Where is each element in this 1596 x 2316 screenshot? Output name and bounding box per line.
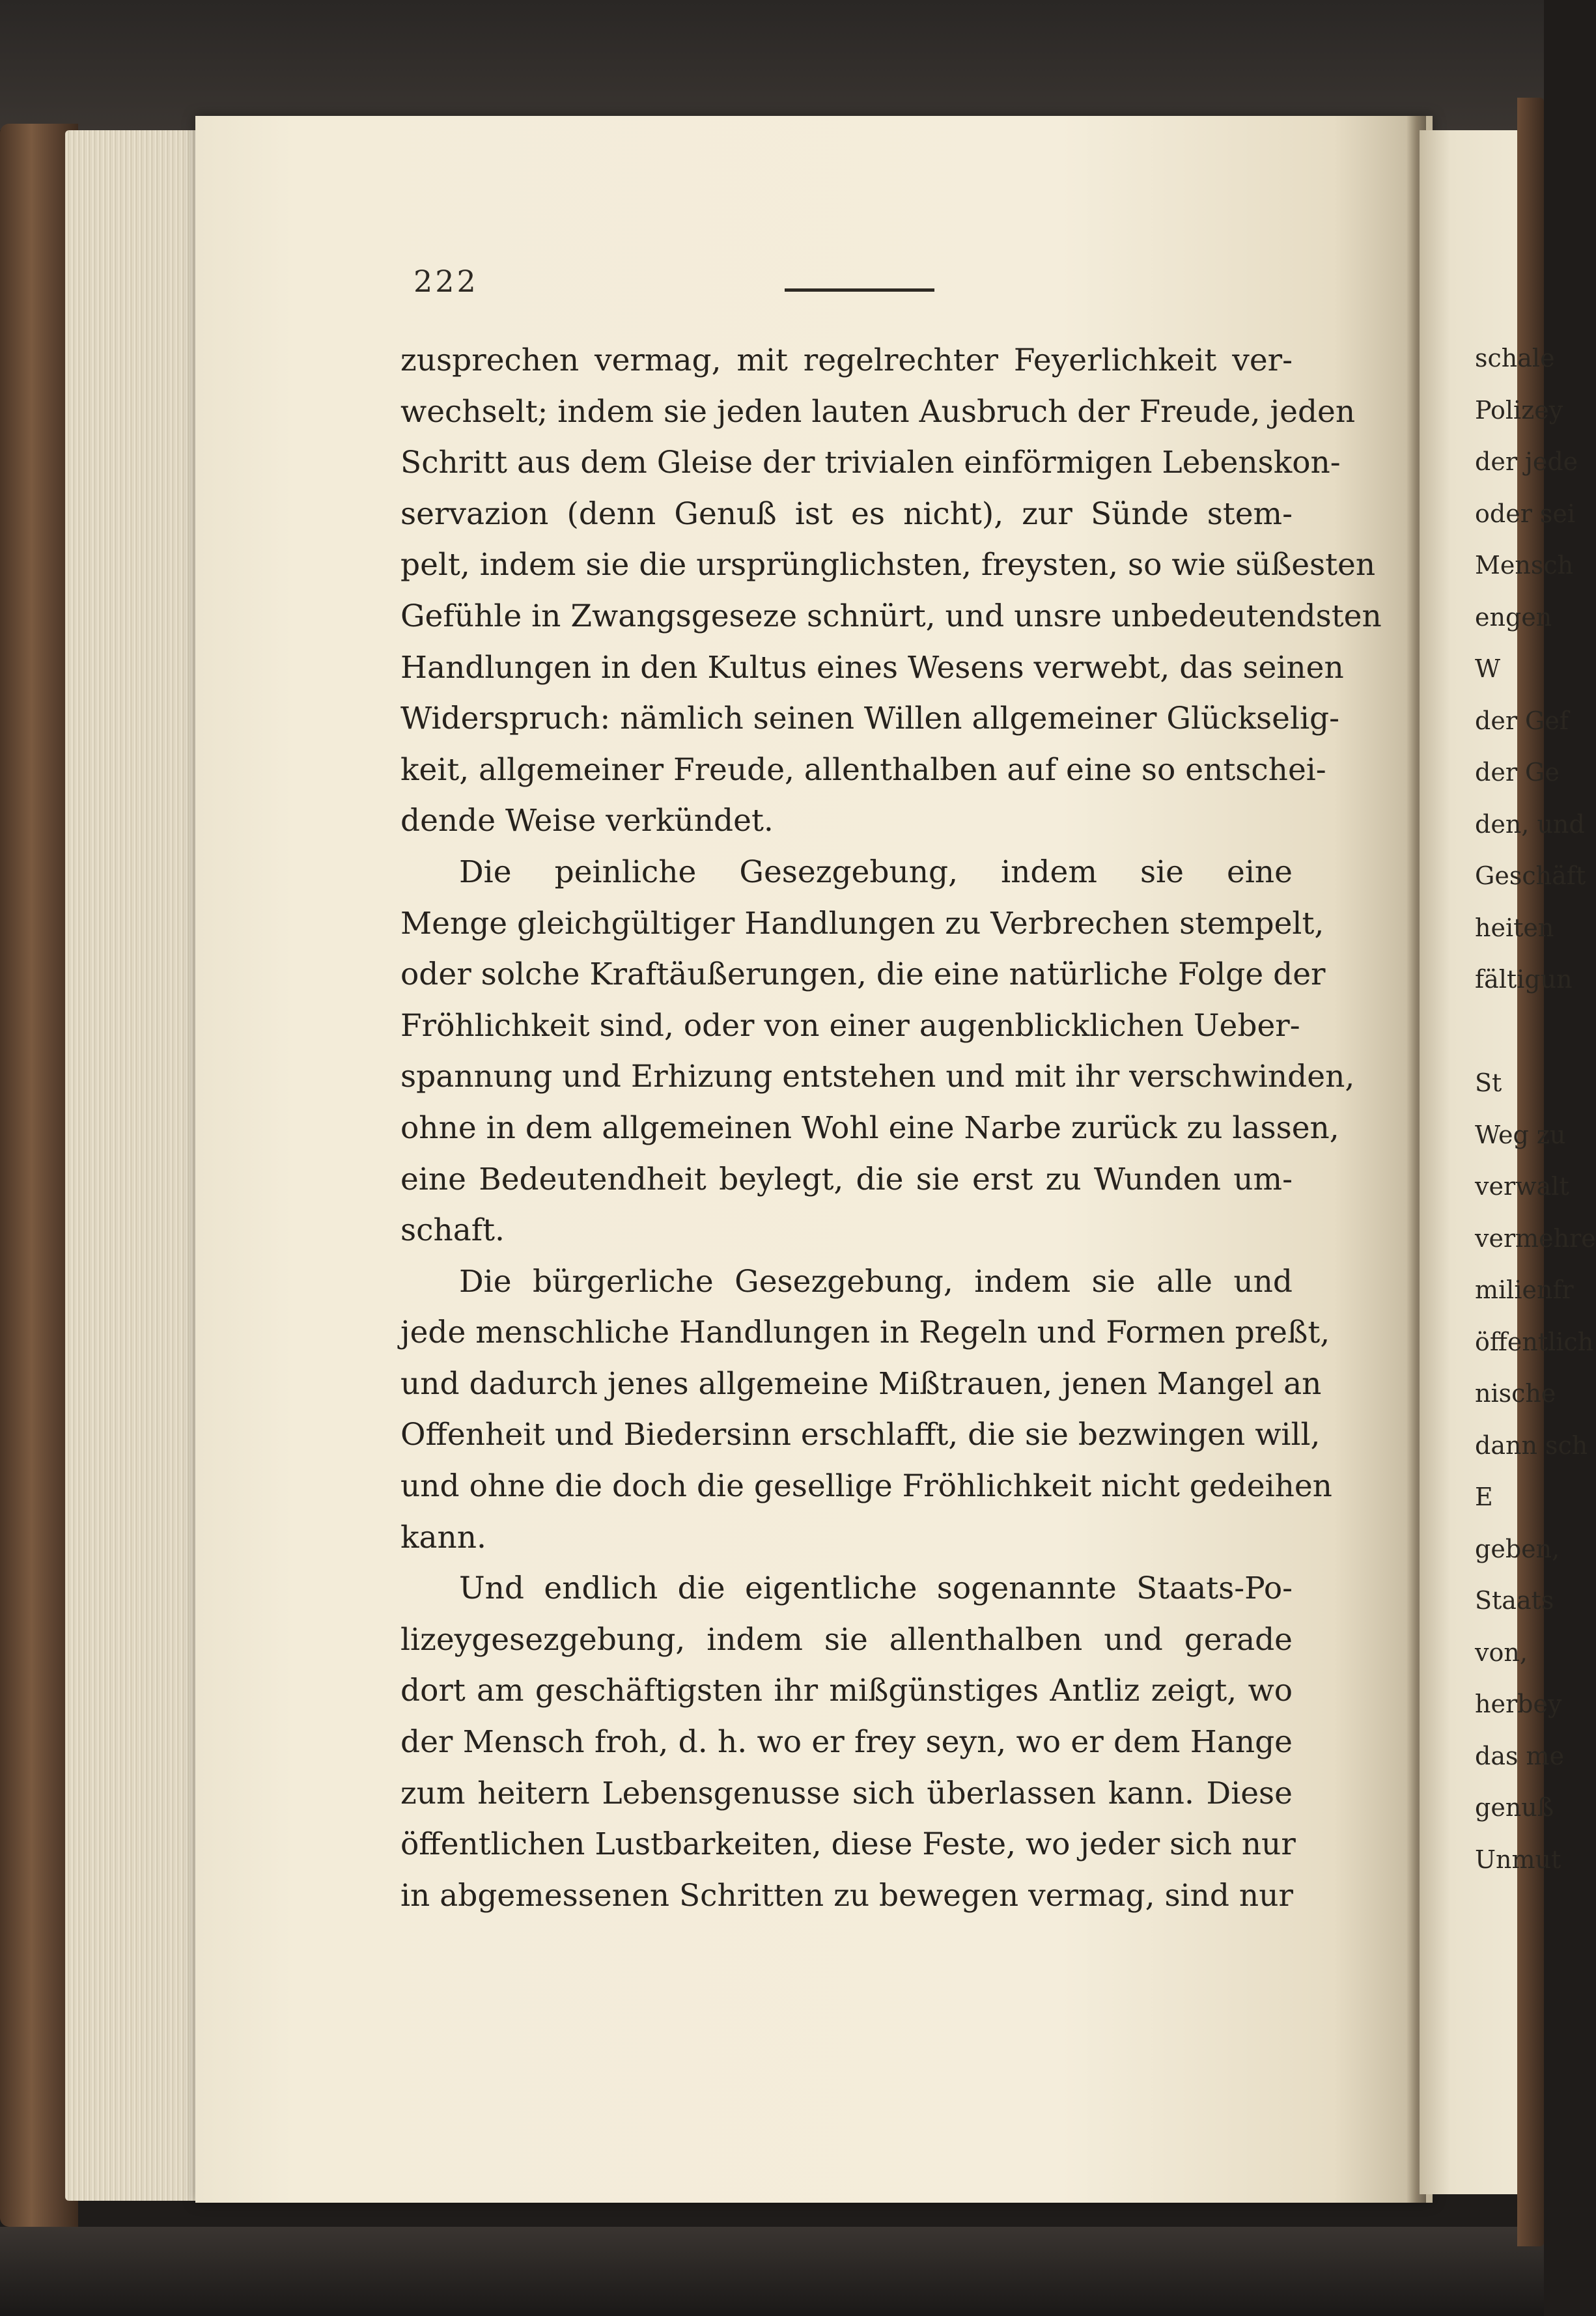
- fragment-line: nische: [1475, 1379, 1556, 1408]
- text-line: Menge gleichgültiger Handlungen zu Verbrechen stempelt,: [400, 905, 1324, 942]
- fragment-line: den, und: [1475, 809, 1585, 839]
- text-line: Die peinliche Gesezgebung, indem sie eine: [459, 854, 1293, 890]
- fragment-line: das me: [1475, 1741, 1565, 1770]
- fragment-line: fältigun: [1475, 965, 1573, 994]
- text-line: Schritt aus dem Gleise der trivialen einförmigen Lebenskon-: [400, 445, 1341, 481]
- fragment-line: Weg zu: [1475, 1120, 1566, 1149]
- text-line: lizeygesezgebung, indem sie allenthalben und gerade: [400, 1621, 1293, 1658]
- header-rule: [785, 288, 934, 292]
- fragment-line: W: [1475, 654, 1501, 683]
- text-line: ohne in dem allgemeinen Wohl eine Narbe zurück zu lassen,: [400, 1109, 1339, 1146]
- fragment-line: Staats: [1475, 1586, 1554, 1615]
- text-line: Und endlich die eigentliche sogenannte Staats-Po-: [459, 1570, 1293, 1607]
- text-line: schaft.: [400, 1212, 505, 1249]
- text-line: spannung und Erhizung entstehen und mit ihr verschwinden,: [400, 1059, 1355, 1095]
- fragment-line: geben,: [1475, 1534, 1560, 1563]
- fragment-line: der Gef: [1475, 706, 1569, 735]
- fragment-line: schale: [1475, 344, 1555, 372]
- fragment-line: milienfr: [1475, 1276, 1574, 1304]
- text-line: keit, allgemeiner Freude, allenthalben auf eine so entschei-: [400, 751, 1326, 788]
- fragment-line: herbey: [1475, 1690, 1562, 1718]
- background-bottom: [0, 2227, 1544, 2316]
- fragment-line: oder sei: [1475, 499, 1576, 528]
- text-line: und ohne die doch die gesellige Fröhlichkeit nicht gedeihen: [400, 1468, 1332, 1505]
- fragment-line: engen: [1475, 602, 1552, 632]
- fragment-line: St: [1475, 1068, 1502, 1097]
- fragment-line: Mensch: [1475, 551, 1574, 579]
- text-line: zusprechen vermag, mit regelrechter Feyerlichkeit ver-: [400, 342, 1293, 378]
- text-line: in abgemessenen Schritten zu bewegen vermag, sind nur: [400, 1877, 1293, 1914]
- page-number: 222: [413, 264, 479, 299]
- text-line: wechselt; indem sie jeden lauten Ausbruch der Freude, jeden: [400, 393, 1356, 430]
- text-line: kann.: [400, 1519, 486, 1556]
- fragment-line: verwalt: [1475, 1172, 1569, 1201]
- text-line: Offenheit und Biedersinn erschlafft, die sie bezwingen will,: [400, 1417, 1321, 1453]
- page-edges: [65, 130, 215, 2201]
- text-line: und dadurch jenes allgemeine Mißtrauen, jenen Mangel an: [400, 1365, 1322, 1402]
- text-line: öffentlichen Lustbarkeiten, diese Feste, wo jeder sich nur: [400, 1826, 1296, 1863]
- text-line: eine Bedeutendheit beylegt, die sie erst zu Wunden um-: [400, 1161, 1293, 1197]
- fragment-line: E: [1475, 1483, 1493, 1511]
- fragment-line: dann sch: [1475, 1430, 1588, 1460]
- page-header: [413, 264, 1325, 309]
- fragment-line: Polizey: [1475, 395, 1563, 425]
- fragment-line: Geschäft: [1475, 861, 1586, 890]
- fragment-line: der jede: [1475, 447, 1578, 476]
- fragment-line: genuß: [1475, 1793, 1554, 1822]
- fragment-line: heiten: [1475, 913, 1554, 942]
- background-top: [0, 0, 1544, 130]
- fragment-line: der Ge: [1475, 758, 1560, 787]
- text-line: Gefühle in Zwangsgeseze schnürt, und unsre unbedeutendsten: [400, 598, 1382, 634]
- fragment-line: von,: [1475, 1638, 1528, 1667]
- fragment-line: vermehre: [1475, 1223, 1596, 1253]
- text-line: jede menschliche Handlungen in Regeln und Formen preßt,: [400, 1315, 1330, 1351]
- fragment-line: [1475, 1012, 1547, 1064]
- text-line: zum heitern Lebensgenusse sich überlassen kann. Diese: [400, 1775, 1293, 1811]
- text-line: Die bürgerliche Gesezgebung, indem sie alle und: [459, 1263, 1293, 1300]
- text-line: dende Weise verkündet.: [400, 803, 774, 839]
- fragment-line: Unmut: [1475, 1845, 1561, 1874]
- text-line: Handlungen in den Kultus eines Wesens verwebt, das seinen: [400, 649, 1344, 686]
- text-line: oder solche Kraftäußerungen, die eine natürliche Folge der: [400, 956, 1326, 993]
- text-line: dort am geschäftigsten ihr mißgünstiges Antliz zeigt, wo: [400, 1673, 1293, 1709]
- fragment-line: öffentlich: [1475, 1327, 1594, 1356]
- body-text: [400, 335, 1382, 1921]
- text-line: servazion (denn Genuß ist es nicht), zur Sünde stem-: [400, 495, 1293, 532]
- right-page-text: [1475, 339, 1596, 1891]
- text-line: pelt, indem sie die ursprünglichsten, freysten, so wie süßesten: [400, 547, 1376, 583]
- text-line: Fröhlichkeit sind, oder von einer augenblicklichen Ueber-: [400, 1007, 1300, 1044]
- text-line: Widerspruch: nämlich seinen Willen allgemeiner Glückselig-: [400, 701, 1340, 737]
- text-line: der Mensch froh, d. h. wo er frey seyn, wo er dem Hange: [400, 1724, 1293, 1761]
